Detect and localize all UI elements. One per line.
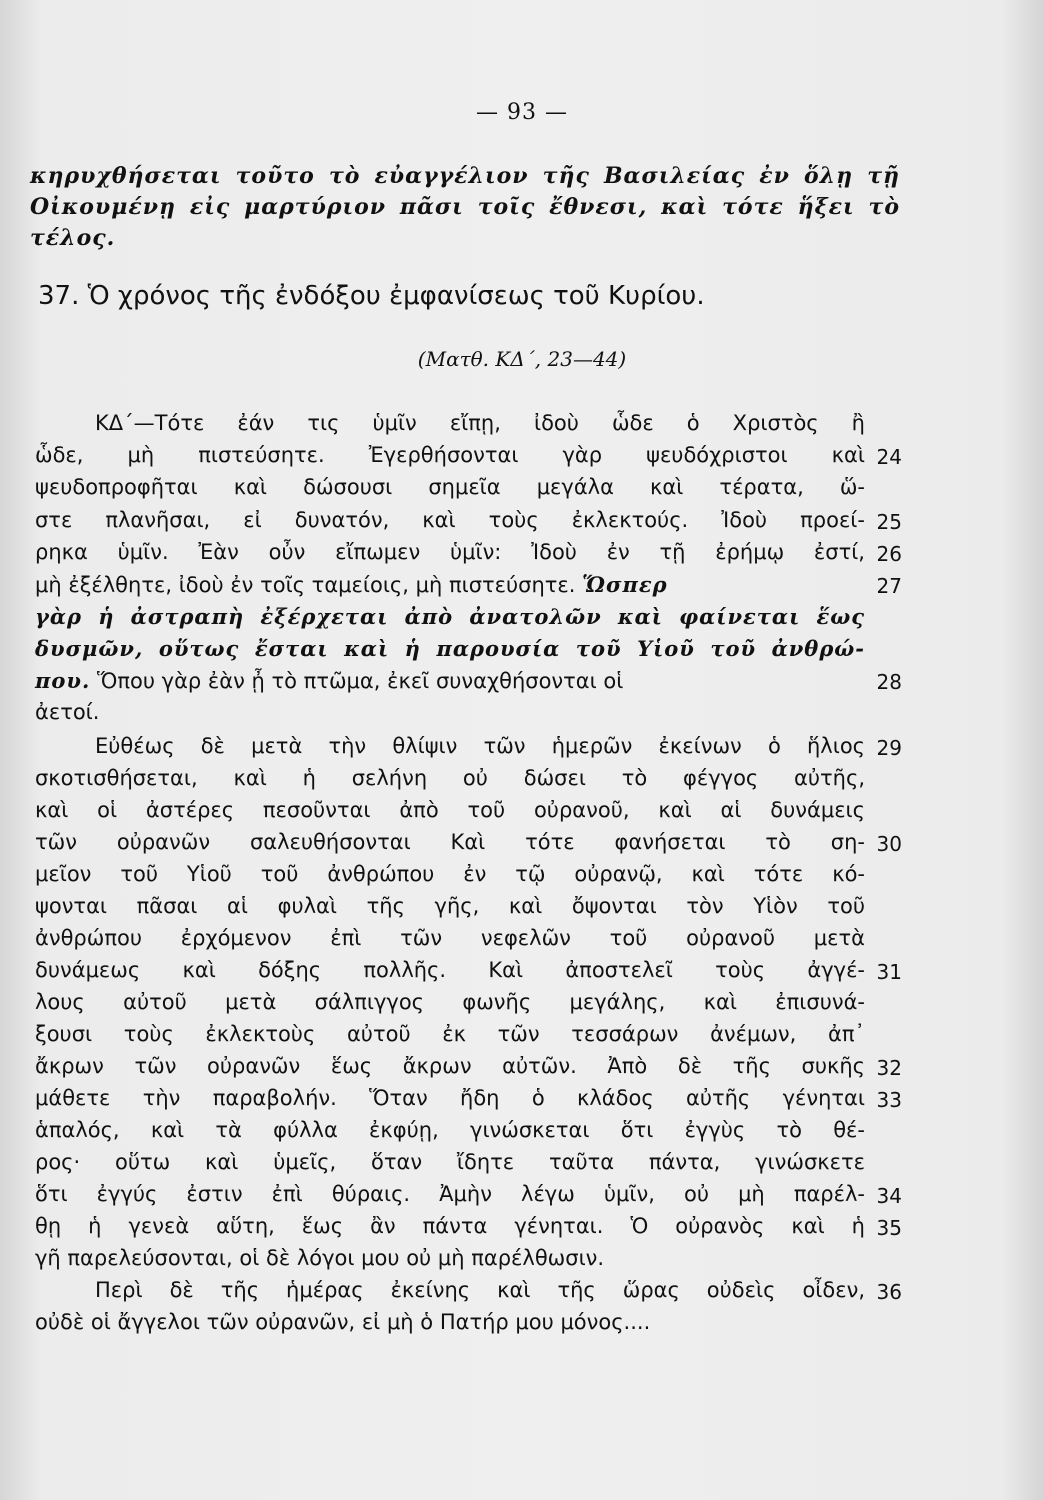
verse-number: 31 [876, 960, 902, 984]
italic-segment: γὰρ ἡ ἀστραπὴ ἐξέρχεται ἀπὸ ἀνατολῶν καὶ φαίνεται ἕως [35, 604, 865, 629]
italic-segment: Ὥσπερ [582, 572, 668, 597]
verse-number: 36 [876, 1280, 902, 1304]
text-line: ἁπαλός, καὶ τὰ φύλλα ἐκφύῃ, γινώσκεται ὅτι ἐγγὺς τὸ θέ- [35, 1118, 865, 1142]
text-line: στε πλανῆσαι, εἰ δυνατόν, καὶ τοὺς ἐκλεκτούς. Ἰδοὺ προεί- [35, 508, 865, 532]
text-line: γῆ παρελεύσονται, οἱ δὲ λόγοι μου οὐ μὴ παρέλθωσιν. [35, 1246, 605, 1270]
verse-number: 28 [876, 670, 902, 694]
text-line: Εὐθέως δὲ μετὰ τὴν θλίψιν τῶν ἡμερῶν ἐκείνων ὁ ἥλιος [95, 734, 865, 758]
text-line: οὐδὲ οἱ ἄγγελοι τῶν οὐρανῶν, εἰ μὴ ὁ Πατήρ μου μόνος.... [35, 1310, 651, 1334]
italic-segment: δυσμῶν, οὕτως ἔσται καὶ ἡ παρουσία τοῦ Υἱοῦ τοῦ ἀνθρώ- [35, 636, 865, 661]
intro-line-2: Οἰκουμένῃ εἰς μαρτύριον πᾶσι τοῖς ἔθνεσι, καὶ τότε ἥξει τὸ [30, 194, 900, 220]
verse-number: 34 [876, 1184, 902, 1208]
text-line: ὧδε, μὴ πιστεύσητε. Ἐγερθήσονται γὰρ ψευδόχριστοι καὶ [35, 443, 865, 467]
text-line: μάθετε τὴν παραβολήν. Ὅταν ἤδη ὁ κλάδος αὐτῆς γένηται [35, 1086, 865, 1110]
text-line: σκοτισθήσεται, καὶ ἡ σελήνη οὐ δώσει τὸ φέγγος αὐτῆς, [35, 766, 865, 790]
verse-number: 35 [876, 1216, 902, 1240]
page-number: — 93 — [476, 100, 568, 125]
text-line-italic [35, 604, 865, 629]
section-heading: 37. Ὁ χρόνος τῆς ἐνδόξου ἐμφανίσεως τοῦ Κυρίου. [38, 281, 705, 311]
verse-number: 33 [876, 1088, 902, 1112]
text-line: θῃ ἡ γενεὰ αὕτη, ἕως ἂν πάντα γένηται. Ὁ οὐρανὸς καὶ ἡ [35, 1214, 865, 1238]
text-line: ἀνθρώπου ἐρχόμενον ἐπὶ τῶν νεφελῶν τοῦ οὐρανοῦ μετὰ [35, 926, 865, 950]
intro-line-1: κηρυχθήσεται τοῦτο τὸ εὐαγγέλιον τῆς Βασιλείας ἐν ὅλῃ τῇ [30, 163, 900, 189]
verse-number: 30 [876, 832, 902, 856]
text-line: τῶν οὐρανῶν σαλευθήσονται Καὶ τότε φανήσεται τὸ ση- [35, 830, 865, 854]
text-line: ψευδοπροφῆται καὶ δώσουσι σημεῖα μεγάλα καὶ τέρατα, ὥ- [35, 475, 865, 499]
verse-number: 27 [876, 574, 902, 598]
text-line: λους αὐτοῦ μετὰ σάλπιγγος φωνῆς μεγάλης, καὶ ἐπισυνά- [35, 990, 865, 1014]
text-line [35, 668, 865, 693]
verse-number: 32 [876, 1056, 902, 1080]
text-line: ἀετοί. [35, 700, 100, 724]
text-line: δυνάμεως καὶ δόξης πολλῆς. Καὶ ἀποστελεῖ τοὺς ἀγγέ- [35, 958, 865, 982]
text-line-italic [35, 636, 865, 661]
verse-number: 24 [876, 445, 902, 469]
verse-number: 29 [876, 736, 902, 760]
scripture-reference: (Ματθ. ΚΔ΄, 23—44) [417, 347, 627, 371]
text-line: καὶ οἱ ἀστέρες πεσοῦνται ἀπὸ τοῦ οὐρανοῦ, καὶ αἱ δυνάμεις [35, 798, 865, 822]
text-line: ΚΔ΄—Τότε ἐάν τις ὑμῖν εἴπῃ, ἰδοὺ ὧδε ὁ Χριστὸς ἢ [95, 411, 865, 435]
intro-line-3: τέλος. [30, 225, 116, 251]
text-line: ψονται πᾶσαι αἱ φυλαὶ τῆς γῆς, καὶ ὄψονται τὸν Υἱὸν τοῦ [35, 894, 865, 918]
text-line: ὅτι ἐγγύς ἐστιν ἐπὶ θύραις. Ἀμὴν λέγω ὑμῖν, οὐ μὴ παρέλ- [35, 1182, 865, 1206]
italic-segment: που. [35, 668, 91, 693]
text-line: ἄκρων τῶν οὐρανῶν ἕως ἄκρων αὐτῶν. Ἀπὸ δὲ τῆς συκῆς [35, 1054, 865, 1078]
text-line: μεῖον τοῦ Υἱοῦ τοῦ ἀνθρώπου ἐν τῷ οὐρανῷ, καὶ τότε κό- [35, 862, 865, 886]
text-line: ρος· οὕτω καὶ ὑμεῖς, ὅταν ἴδητε ταῦτα πάντα, γινώσκετε [35, 1150, 865, 1174]
text-segment: Ὅπου γὰρ ἐὰν ᾖ τὸ πτῶμα, ἐκεῖ συναχθήσονται οἱ [96, 669, 624, 693]
text-line: ρηκα ὑμῖν. Ἐὰν οὖν εἴπωμεν ὑμῖν: Ἰδοὺ ἐν τῇ ἐρήμῳ ἐστί, [35, 540, 865, 564]
verse-number: 25 [876, 510, 902, 534]
text-line: ξουσι τοὺς ἐκλεκτοὺς αὐτοῦ ἐκ τῶν τεσσάρων ἀνέμων, ἀπ᾽ [35, 1022, 865, 1046]
text-line [35, 572, 865, 597]
verse-number: 26 [876, 542, 902, 566]
text-segment: μὴ ἐξέλθητε, ἰδοὺ ἐν τοῖς ταμείοις, μὴ πιστεύσητε. [35, 573, 576, 597]
text-line: Περὶ δὲ τῆς ἡμέρας ἐκείνης καὶ τῆς ὥρας οὐδεὶς οἶδεν, [95, 1278, 865, 1302]
